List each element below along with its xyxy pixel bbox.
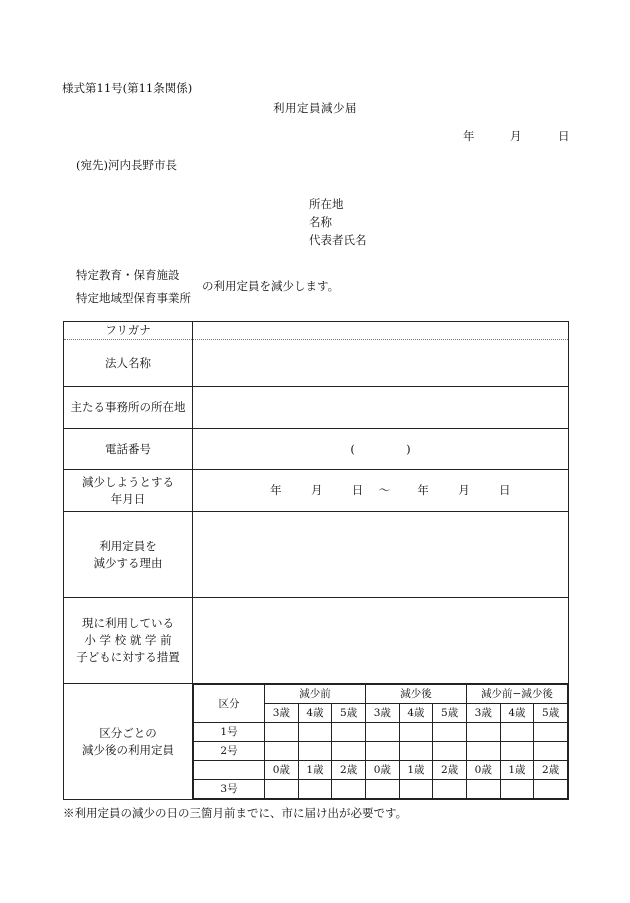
date-range-tilde: 〜 bbox=[378, 483, 391, 497]
applicant-name-label: 名称 bbox=[309, 215, 332, 229]
furigana-field[interactable] bbox=[193, 322, 569, 340]
capacity-cell[interactable] bbox=[365, 723, 399, 742]
age-header: 1歳 bbox=[399, 761, 433, 780]
to-day: 日 bbox=[499, 483, 511, 497]
row-label-2go: 2号 bbox=[194, 742, 265, 761]
office-address-field[interactable] bbox=[193, 387, 569, 429]
capacity-cell[interactable] bbox=[332, 742, 366, 761]
group-after-header: 減少後 bbox=[365, 685, 466, 704]
capacity-cell[interactable] bbox=[332, 780, 366, 799]
phone-field[interactable] bbox=[193, 429, 569, 470]
applicant-address-label: 所在地 bbox=[309, 197, 344, 211]
age-header: 0歳 bbox=[365, 761, 399, 780]
row-label-blank bbox=[194, 761, 265, 780]
capacity-cell[interactable] bbox=[466, 742, 500, 761]
capacity-cell[interactable] bbox=[265, 742, 299, 761]
capacity-grid-cell bbox=[193, 684, 569, 800]
statement-facility-type-2: 特定地域型保育事業所 bbox=[76, 291, 191, 305]
date-month-label: 月 bbox=[510, 129, 522, 143]
to-month: 月 bbox=[458, 483, 470, 497]
from-year: 年 bbox=[270, 483, 282, 497]
age-header: 4歳 bbox=[298, 704, 332, 723]
capacity-cell[interactable] bbox=[332, 723, 366, 742]
reduction-date-label-line2: 年月日 bbox=[110, 491, 146, 506]
statement-text: の利用定員を減少します。 bbox=[202, 279, 340, 293]
capacity-cell[interactable] bbox=[433, 780, 467, 799]
capacity-cell[interactable] bbox=[365, 742, 399, 761]
phone-close-paren: ) bbox=[406, 441, 411, 456]
office-address-label: 主たる事務所の所在地 bbox=[64, 387, 193, 429]
capacity-cell[interactable] bbox=[365, 780, 399, 799]
age-header: 5歳 bbox=[534, 704, 568, 723]
capacity-cell[interactable] bbox=[466, 780, 500, 799]
group-diff-header: 減少前−減少後 bbox=[466, 685, 567, 704]
capacity-cell[interactable] bbox=[466, 723, 500, 742]
reduction-date-label bbox=[64, 470, 193, 512]
from-month: 月 bbox=[310, 483, 323, 497]
to-year: 年 bbox=[417, 483, 429, 497]
capacity-cell[interactable] bbox=[534, 742, 568, 761]
capacity-cell[interactable] bbox=[500, 742, 534, 761]
capacity-cell[interactable] bbox=[433, 723, 467, 742]
statement-facility-type-1: 特定教育・保育施設 bbox=[76, 268, 180, 282]
age-header: 4歳 bbox=[399, 704, 433, 723]
age-header: 2歳 bbox=[332, 761, 366, 780]
age-header: 1歳 bbox=[500, 761, 534, 780]
capacity-cell[interactable] bbox=[399, 780, 433, 799]
age-capacity-grid bbox=[193, 684, 568, 799]
measures-label-line1: 現に利用している bbox=[82, 616, 174, 630]
corp-name-field[interactable] bbox=[193, 340, 569, 387]
applicant-representative-label: 代表者氏名 bbox=[309, 233, 367, 247]
row-label-3go: 3号 bbox=[194, 780, 265, 799]
age-header: 2歳 bbox=[534, 761, 568, 780]
age-header: 0歳 bbox=[265, 761, 299, 780]
capacity-cell[interactable] bbox=[265, 723, 299, 742]
document-title: 利用定員減少届 bbox=[273, 101, 357, 115]
form-table bbox=[63, 321, 569, 800]
age-header: 1歳 bbox=[298, 761, 332, 780]
furigana-label: フリガナ bbox=[64, 322, 193, 340]
addressee: (宛先)河内長野市長 bbox=[76, 158, 177, 172]
measures-label-line2: 小 学 校 就 学 前 bbox=[84, 633, 172, 647]
phone-label: 電話番号 bbox=[64, 429, 193, 470]
age-header: 4歳 bbox=[500, 704, 534, 723]
reduction-date-label-line1: 減少しようとする bbox=[82, 474, 174, 489]
capacity-cell[interactable] bbox=[433, 742, 467, 761]
capacity-cell[interactable] bbox=[298, 723, 332, 742]
kubun-header: 区分 bbox=[194, 685, 265, 723]
age-header: 0歳 bbox=[466, 761, 500, 780]
age-header: 2歳 bbox=[433, 761, 467, 780]
capacity-cell[interactable] bbox=[298, 780, 332, 799]
corp-name-label: 法人名称 bbox=[64, 340, 193, 387]
age-header: 5歳 bbox=[433, 704, 467, 723]
group-before-header: 減少前 bbox=[265, 685, 366, 704]
capacity-cell[interactable] bbox=[500, 780, 534, 799]
age-header: 3歳 bbox=[466, 704, 500, 723]
capacity-cell[interactable] bbox=[500, 723, 534, 742]
reduction-date-field[interactable] bbox=[193, 470, 569, 512]
capacity-cell[interactable] bbox=[399, 723, 433, 742]
capacity-cell[interactable] bbox=[298, 742, 332, 761]
capacity-label bbox=[64, 684, 193, 800]
capacity-cell[interactable] bbox=[399, 742, 433, 761]
reason-label bbox=[64, 512, 193, 598]
measures-field[interactable] bbox=[193, 598, 569, 684]
date-year-label: 年 bbox=[463, 129, 475, 143]
form-number: 様式第11号(第11条関係) bbox=[62, 81, 193, 95]
measures-label bbox=[64, 598, 193, 684]
footnote: ※利用定員の減少の日の三箇月前までに、市に届け出が必要です。 bbox=[63, 806, 408, 820]
capacity-cell[interactable] bbox=[534, 780, 568, 799]
date-day-label: 日 bbox=[558, 129, 570, 143]
reason-label-line2: 減少する理由 bbox=[93, 555, 163, 570]
capacity-cell[interactable] bbox=[534, 723, 568, 742]
age-header: 3歳 bbox=[265, 704, 299, 723]
capacity-cell[interactable] bbox=[265, 780, 299, 799]
capacity-label-line2: 減少後の利用定員 bbox=[82, 742, 174, 757]
capacity-label-line1: 区分ごとの bbox=[99, 725, 157, 740]
row-label-1go: 1号 bbox=[194, 723, 265, 742]
age-header: 5歳 bbox=[332, 704, 366, 723]
age-header: 3歳 bbox=[365, 704, 399, 723]
reason-field[interactable] bbox=[193, 512, 569, 598]
measures-label-line3: 子どもに対する措置 bbox=[76, 650, 180, 664]
phone-open-paren: ( bbox=[350, 441, 355, 456]
from-day: 日 bbox=[351, 483, 364, 497]
reason-label-line1: 利用定員を bbox=[99, 538, 157, 553]
